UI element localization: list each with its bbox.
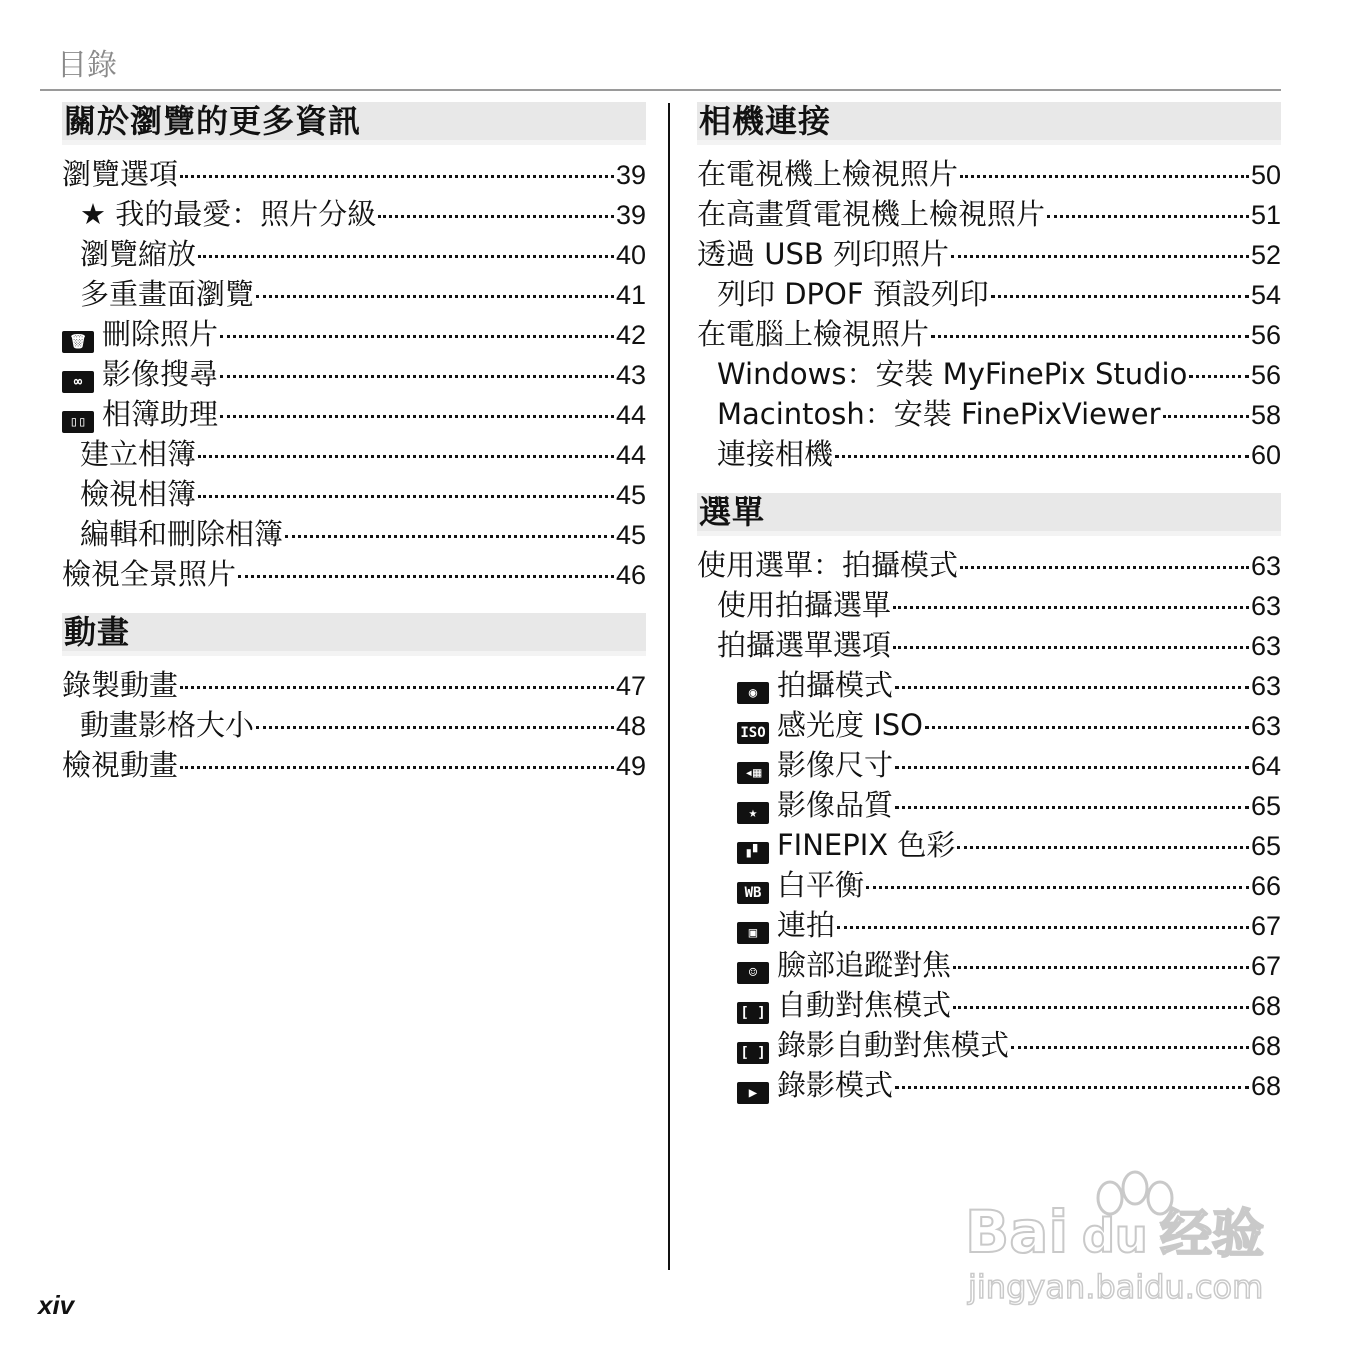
iso-icon: ISO bbox=[737, 722, 769, 744]
toc-entry-label: 編輯和刪除相簿 bbox=[80, 517, 284, 551]
toc-entry[interactable] bbox=[697, 194, 1281, 234]
dot-leader bbox=[220, 415, 614, 418]
toc-entry[interactable] bbox=[62, 194, 646, 234]
toc-entry-page: 42 bbox=[615, 320, 646, 350]
toc-entry-label: 連拍 bbox=[777, 908, 836, 942]
toc-entry-label: 動畫影格大小 bbox=[80, 708, 255, 742]
toc-entry[interactable] bbox=[697, 1065, 1281, 1105]
toc-entry-label: 自動對焦模式 bbox=[777, 988, 952, 1022]
toc-entry[interactable] bbox=[697, 665, 1281, 705]
toc-entry-label: 拍攝模式 bbox=[777, 668, 894, 702]
dot-leader bbox=[1011, 1046, 1249, 1049]
dot-leader bbox=[256, 726, 614, 729]
toc-entry[interactable] bbox=[62, 394, 646, 434]
toc-entry-page: 54 bbox=[1250, 280, 1281, 310]
toc-entry-page: 65 bbox=[1250, 831, 1281, 861]
toc-entry-label: 感光度 ISO bbox=[777, 708, 924, 742]
toc-entry-page: 39 bbox=[615, 160, 646, 190]
toc-entry[interactable] bbox=[697, 434, 1281, 474]
toc-entry-page: 58 bbox=[1250, 400, 1281, 430]
continuous-shooting-icon: ▣ bbox=[737, 922, 769, 944]
toc-entry[interactable] bbox=[62, 705, 646, 745]
toc-entry[interactable] bbox=[697, 985, 1281, 1025]
toc-entry[interactable] bbox=[697, 1025, 1281, 1065]
dot-leader bbox=[1047, 215, 1249, 218]
watermark-brand: Bai bbox=[965, 1198, 1069, 1266]
dot-leader bbox=[895, 686, 1249, 689]
dot-leader bbox=[866, 886, 1249, 889]
toc-entry-page: 48 bbox=[615, 711, 646, 741]
dot-leader bbox=[960, 175, 1249, 178]
toc-entry-label: 拍攝選單選項 bbox=[717, 628, 892, 662]
toc-entry-page: 44 bbox=[615, 440, 646, 470]
toc-entry[interactable] bbox=[62, 434, 646, 474]
dot-leader bbox=[960, 566, 1249, 569]
toc-entry-label: 檢視動畫 bbox=[62, 748, 179, 782]
image-quality-icon: ★ bbox=[737, 802, 769, 824]
toc-entry[interactable] bbox=[697, 905, 1281, 945]
toc-entry[interactable] bbox=[697, 585, 1281, 625]
toc-entry-page: 45 bbox=[615, 520, 646, 550]
trash-icon: 🗑 bbox=[62, 331, 94, 353]
toc-entry-label: 錄製動畫 bbox=[62, 668, 179, 702]
watermark-brand-cn: 经验 bbox=[1160, 1205, 1265, 1265]
toc-entry-label: 連接相機 bbox=[717, 437, 834, 471]
toc-entry-label: ★ 我的最愛：照片分級 bbox=[80, 197, 377, 231]
dot-leader bbox=[893, 646, 1249, 649]
toc-section bbox=[62, 613, 646, 785]
dot-leader bbox=[953, 1006, 1249, 1009]
watermark-brand-du: du bbox=[1082, 1209, 1148, 1263]
toc-entry[interactable] bbox=[697, 625, 1281, 665]
dot-leader bbox=[285, 535, 614, 538]
toc-entry-label: 在電視機上檢視照片 bbox=[697, 157, 959, 191]
toc-entry-label: 瀏覽選項 bbox=[62, 157, 179, 191]
section-gap bbox=[697, 474, 1281, 493]
toc-entry-label: 多重畫面瀏覽 bbox=[80, 277, 255, 311]
toc-entry-label: 檢視相簿 bbox=[80, 477, 197, 511]
binoculars-icon: ∞ bbox=[62, 371, 94, 393]
toc-entry-label: 檢視全景照片 bbox=[62, 557, 237, 591]
toc-entry-page: 41 bbox=[615, 280, 646, 310]
toc-entry-page: 60 bbox=[1250, 440, 1281, 470]
dot-leader bbox=[198, 455, 614, 458]
toc-entry[interactable] bbox=[697, 785, 1281, 825]
toc-entry-label: 建立相簿 bbox=[80, 437, 197, 471]
toc-section bbox=[62, 102, 646, 594]
toc-section bbox=[697, 102, 1281, 474]
dot-leader bbox=[895, 766, 1249, 769]
toc-entry-page: 40 bbox=[615, 240, 646, 270]
toc-entry[interactable] bbox=[62, 665, 646, 705]
toc-entry[interactable] bbox=[62, 234, 646, 274]
toc-entry[interactable] bbox=[62, 554, 646, 594]
toc-entry-page: 67 bbox=[1250, 911, 1281, 941]
dot-leader bbox=[198, 495, 614, 498]
toc-entry-label: 相簿助理 bbox=[102, 397, 219, 431]
toc-right-column bbox=[697, 102, 1281, 1105]
toc-entry[interactable] bbox=[697, 354, 1281, 394]
dot-leader bbox=[180, 175, 614, 178]
toc-entry[interactable] bbox=[697, 545, 1281, 585]
toc-entry-page: 56 bbox=[1250, 320, 1281, 350]
section-title: 動畫 bbox=[62, 613, 646, 656]
toc-entry[interactable] bbox=[697, 745, 1281, 785]
dot-leader bbox=[378, 215, 614, 218]
image-size-icon: ◂▦ bbox=[737, 762, 769, 784]
section-title: 相機連接 bbox=[697, 102, 1281, 145]
toc-entry-label: 透過 USB 列印照片 bbox=[697, 237, 949, 271]
toc-entry-page: 63 bbox=[1250, 591, 1281, 621]
toc-entry-label: 使用拍攝選單 bbox=[717, 588, 892, 622]
toc-entry-label: Macintosh：安裝 FinePixViewer bbox=[717, 397, 1161, 431]
album-icon: ▯▯ bbox=[62, 411, 94, 433]
toc-entry-label: 使用選單：拍攝模式 bbox=[697, 548, 959, 582]
toc-section bbox=[697, 493, 1281, 1105]
movie-autofocus-icon: [ ] bbox=[737, 1042, 769, 1064]
dot-leader bbox=[238, 575, 614, 578]
toc-entry-page: 43 bbox=[615, 360, 646, 390]
toc-entry-label: 刪除照片 bbox=[102, 317, 219, 351]
toc-entry[interactable] bbox=[697, 314, 1281, 354]
toc-entry-page: 63 bbox=[1250, 711, 1281, 741]
dot-leader bbox=[931, 335, 1249, 338]
toc-left-column bbox=[62, 102, 646, 785]
toc-entry-label: 列印 DPOF 預設列印 bbox=[717, 277, 989, 311]
toc-entry-page: 67 bbox=[1250, 951, 1281, 981]
toc-entry-page: 39 bbox=[615, 200, 646, 230]
dot-leader bbox=[835, 455, 1249, 458]
toc-entry[interactable] bbox=[697, 865, 1281, 905]
toc-entry[interactable] bbox=[697, 945, 1281, 985]
dot-leader bbox=[925, 726, 1249, 729]
toc-entry-label: 白平衡 bbox=[777, 868, 865, 902]
dot-leader bbox=[220, 335, 614, 338]
toc-entry-page: 63 bbox=[1250, 671, 1281, 701]
dot-leader bbox=[837, 926, 1249, 929]
dot-leader bbox=[220, 375, 614, 378]
toc-entry-page: 66 bbox=[1250, 871, 1281, 901]
toc-entry-label: 錄影自動對焦模式 bbox=[777, 1028, 1010, 1062]
section-title: 關於瀏覽的更多資訊 bbox=[62, 102, 646, 145]
column-divider bbox=[668, 103, 670, 1270]
toc-entry-label: 錄影模式 bbox=[777, 1068, 894, 1102]
toc-entry[interactable] bbox=[697, 154, 1281, 194]
toc-entry-page: 44 bbox=[615, 400, 646, 430]
toc-entry-page: 46 bbox=[615, 560, 646, 590]
toc-entry-page: 63 bbox=[1250, 631, 1281, 661]
toc-entry-page: 50 bbox=[1250, 160, 1281, 190]
dot-leader bbox=[256, 295, 614, 298]
toc-entry[interactable] bbox=[62, 745, 646, 785]
page-number: xiv bbox=[38, 1290, 75, 1320]
toc-entry[interactable] bbox=[697, 394, 1281, 434]
toc-entry-label: 在電腦上檢視照片 bbox=[697, 317, 930, 351]
dot-leader bbox=[1163, 415, 1249, 418]
section-title: 選單 bbox=[697, 493, 1281, 536]
toc-entry-label: 影像搜尋 bbox=[102, 357, 219, 391]
toc-entry-label: 臉部追蹤對焦 bbox=[777, 948, 952, 982]
dot-leader bbox=[198, 255, 614, 258]
toc-entry[interactable] bbox=[62, 274, 646, 314]
autofocus-icon: [ ] bbox=[737, 1002, 769, 1024]
dot-leader bbox=[895, 806, 1249, 809]
dot-leader bbox=[1189, 375, 1249, 378]
dot-leader bbox=[895, 1086, 1249, 1089]
toc-entry[interactable] bbox=[697, 274, 1281, 314]
movie-mode-icon: ▶ bbox=[737, 1082, 769, 1104]
toc-entry-page: 68 bbox=[1250, 991, 1281, 1021]
toc-entry-label: 影像品質 bbox=[777, 788, 894, 822]
dot-leader bbox=[957, 846, 1249, 849]
camera-icon: ◉ bbox=[737, 682, 769, 704]
dot-leader bbox=[180, 766, 614, 769]
toc-entry-label: FINEPIX 色彩 bbox=[777, 828, 956, 862]
toc-entry[interactable] bbox=[62, 154, 646, 194]
toc-entry-page: 51 bbox=[1250, 200, 1281, 230]
toc-entry[interactable] bbox=[697, 825, 1281, 865]
white-balance-icon: WB bbox=[737, 882, 769, 904]
watermark-url: jingyan.baidu.com bbox=[968, 1268, 1264, 1306]
toc-entry[interactable] bbox=[62, 314, 646, 354]
dot-leader bbox=[893, 606, 1249, 609]
toc-entry-page: 68 bbox=[1250, 1071, 1281, 1101]
face-detection-icon: ☺ bbox=[737, 962, 769, 984]
toc-entry-label: Windows：安裝 MyFinePix Studio bbox=[717, 357, 1188, 391]
toc-entry-page: 65 bbox=[1250, 791, 1281, 821]
dot-leader bbox=[951, 255, 1249, 258]
toc-entry-page: 64 bbox=[1250, 751, 1281, 781]
toc-entry-page: 63 bbox=[1250, 551, 1281, 581]
toc-entry-label: 在高畫質電視機上檢視照片 bbox=[697, 197, 1046, 231]
toc-entry-page: 56 bbox=[1250, 360, 1281, 390]
toc-entry[interactable] bbox=[62, 514, 646, 554]
baidu-jingyan-watermark bbox=[960, 1150, 1290, 1310]
toc-entry[interactable] bbox=[62, 354, 646, 394]
section-gap bbox=[62, 594, 646, 613]
toc-entry[interactable] bbox=[62, 474, 646, 514]
toc-entry-page: 47 bbox=[615, 671, 646, 701]
page-title: 目錄 bbox=[57, 48, 117, 83]
header-rule bbox=[40, 89, 1281, 91]
finepix-color-icon: ▮▘ bbox=[737, 842, 769, 864]
dot-leader bbox=[991, 295, 1249, 298]
dot-leader bbox=[953, 966, 1249, 969]
toc-entry-page: 52 bbox=[1250, 240, 1281, 270]
toc-entry-page: 49 bbox=[615, 751, 646, 781]
toc-entry-page: 45 bbox=[615, 480, 646, 510]
toc-entry-label: 瀏覽縮放 bbox=[80, 237, 197, 271]
toc-entry-label: 影像尺寸 bbox=[777, 748, 894, 782]
toc-entry[interactable] bbox=[697, 234, 1281, 274]
toc-entry[interactable] bbox=[697, 705, 1281, 745]
toc-entry-page: 68 bbox=[1250, 1031, 1281, 1061]
dot-leader bbox=[180, 686, 614, 689]
